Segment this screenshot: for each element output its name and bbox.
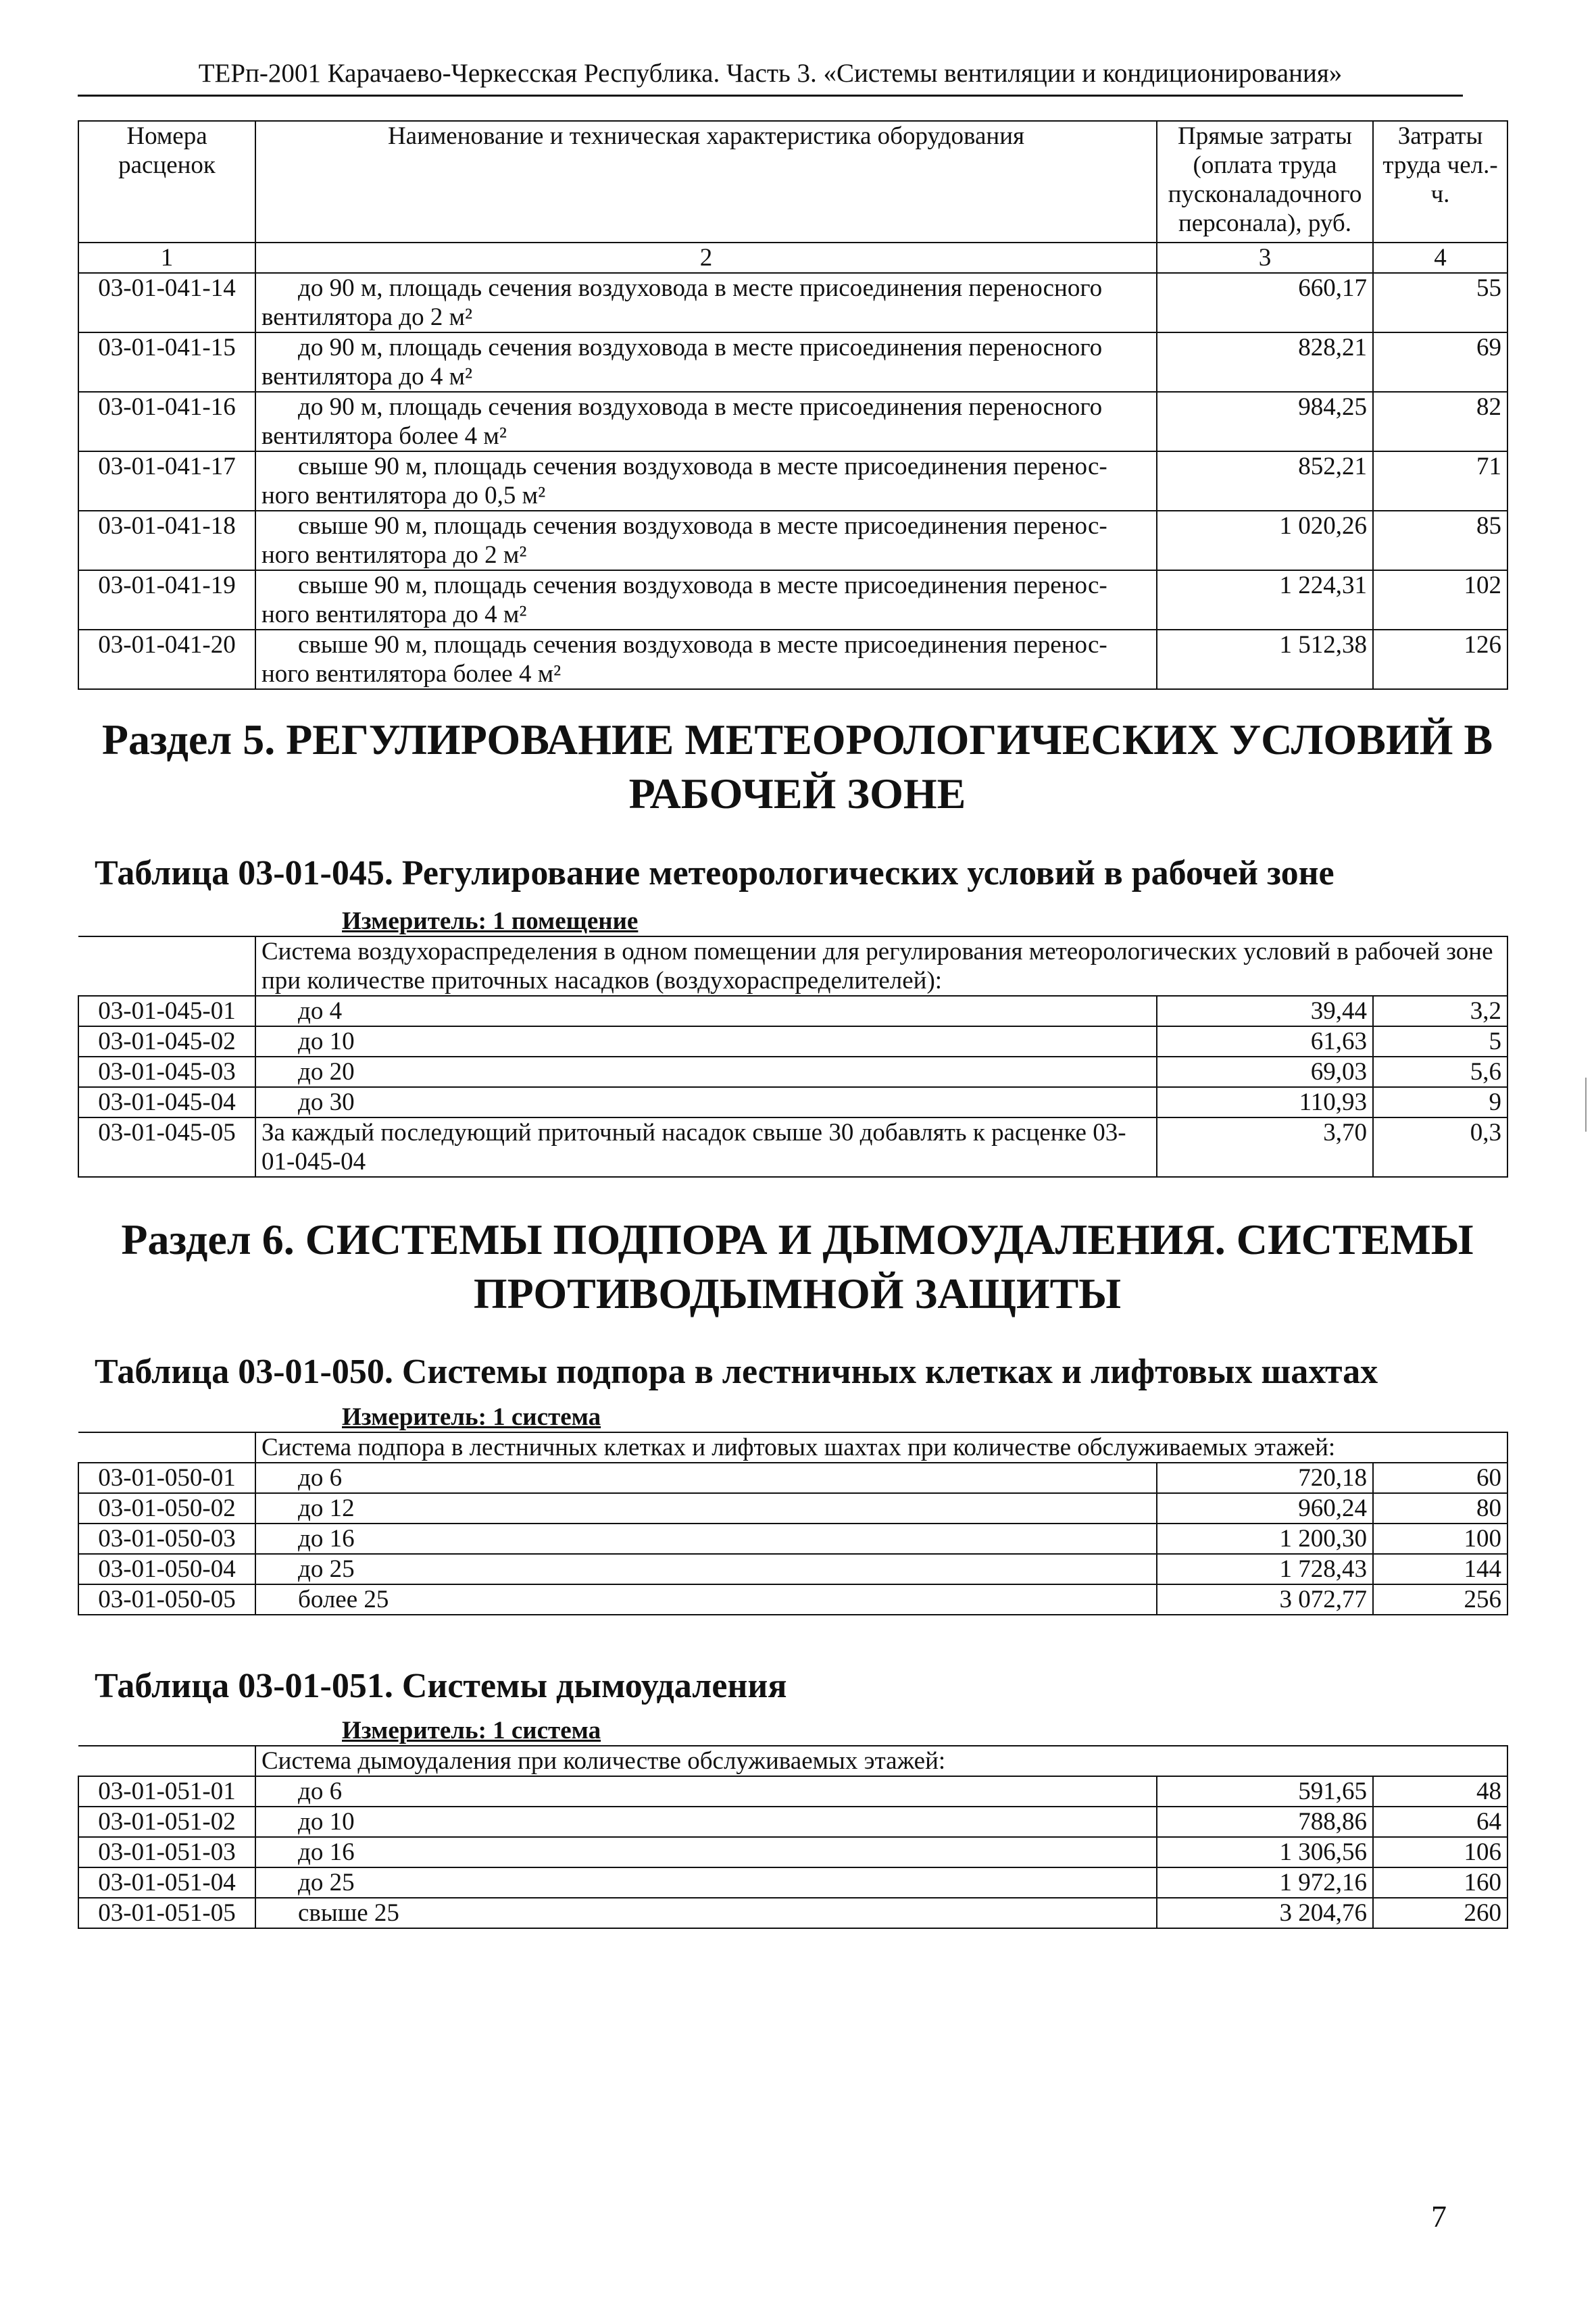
col-number: 1 (78, 243, 255, 273)
rate-code: 03-01-041-14 (78, 273, 255, 332)
table-050 (78, 1403, 1508, 1615)
table-row (78, 630, 1507, 689)
item-description-line: ного вентилятора более 4 м² (261, 660, 562, 688)
table-row (78, 1807, 1507, 1837)
table-050-title: Таблица 03-01-050. Системы подпора в лестничных клетках и лифтовых шахтах (95, 1353, 1378, 1391)
direct-cost: 1 728,43 (1157, 1554, 1373, 1584)
measure-unit: Измеритель: 1 система (342, 1403, 601, 1431)
item-description-line: свыше 90 м, площадь сечения воздуховода в месте присоединения перенос- (298, 572, 1107, 599)
labor-cost: 80 (1373, 1493, 1507, 1524)
col-header-code: Номера расценок (78, 121, 255, 243)
rate-code: 03-01-051-05 (78, 1898, 255, 1928)
item-description-line: до 90 м, площадь сечения воздуховода в месте присоединения переносного (298, 334, 1103, 361)
rate-code: 03-01-045-01 (78, 996, 255, 1026)
item-description: до 30 (255, 1087, 1157, 1117)
direct-cost: 660,17 (1157, 273, 1373, 332)
direct-cost: 788,86 (1157, 1807, 1373, 1837)
direct-cost: 1 512,38 (1157, 630, 1373, 689)
direct-cost: 1 200,30 (1157, 1524, 1373, 1554)
rate-code: 03-01-041-19 (78, 570, 255, 630)
item-description: За каждый последующий приточный насадок свыше 30 добавлять к расценке 03-01-045-04 (255, 1117, 1157, 1177)
labor-cost: 64 (1373, 1807, 1507, 1837)
rate-code: 03-01-051-04 (78, 1867, 255, 1898)
col-number: 3 (1157, 243, 1373, 273)
col-number: 2 (255, 243, 1157, 273)
item-description-line: вентилятора до 2 м² (261, 303, 473, 331)
item-description: до 10 (255, 1807, 1157, 1837)
item-description (255, 273, 1157, 332)
table-row (78, 1057, 1507, 1087)
item-description-line: свыше 90 м, площадь сечения воздуховода в месте присоединения перенос- (298, 512, 1107, 540)
labor-cost: 106 (1373, 1837, 1507, 1867)
table-row (78, 273, 1507, 332)
item-description (255, 630, 1157, 689)
labor-cost: 48 (1373, 1776, 1507, 1807)
table-051-title: Таблица 03-01-051. Системы дымоудаления (95, 1667, 787, 1705)
labor-cost: 0,3 (1373, 1117, 1507, 1177)
direct-cost: 1 020,26 (1157, 511, 1373, 570)
table-row (78, 511, 1507, 570)
col-header-cost: Прямые затраты (оплата труда пусконаладочного персонала), руб. (1157, 121, 1373, 243)
labor-cost: 82 (1373, 392, 1507, 451)
item-description-line: ного вентилятора до 4 м² (261, 601, 527, 628)
rate-code: 03-01-051-01 (78, 1776, 255, 1807)
labor-cost: 5 (1373, 1026, 1507, 1057)
table-row (78, 1493, 1507, 1524)
item-description-line: свыше 90 м, площадь сечения воздуховода в месте присоединения перенос- (298, 453, 1107, 480)
table-row (78, 1776, 1507, 1807)
rate-code: 03-01-050-02 (78, 1493, 255, 1524)
table-050-description: Система подпора в лестничных клетках и лифтовых шахтах при количестве обслуживаемых этажей: (255, 1432, 1507, 1463)
item-description (255, 392, 1157, 451)
table-row (78, 392, 1507, 451)
item-description-line: ного вентилятора до 0,5 м² (261, 482, 546, 509)
labor-cost: 256 (1373, 1584, 1507, 1615)
scan-mark (1585, 1078, 1587, 1132)
header-rule (78, 95, 1463, 97)
table-row (78, 1898, 1507, 1928)
table-045-description: Система воздухораспределения в одном помещении для регулирования метеорологических условий в рабочей зоне при количестве приточных насадков (воздухораспределителей): (255, 936, 1507, 996)
table-row (78, 332, 1507, 392)
item-description: до 6 (255, 1463, 1157, 1493)
section-6-title: Раздел 6. СИСТЕМЫ ПОДПОРА И ДЫМОУДАЛЕНИЯ. СИСТЕМЫ ПРОТИВОДЫМНОЙ ЗАЩИТЫ (121, 1215, 1474, 1317)
table-row (78, 570, 1507, 630)
labor-cost: 9 (1373, 1087, 1507, 1117)
page-header: ТЕРп-2001 Карачаево-Черкесская Республика. Часть 3. «Системы вентиляции и кондиционирования» (198, 59, 1343, 88)
table-045-title: Таблица 03-01-045. Регулирование метеорологических условий в рабочей зоне (95, 854, 1335, 892)
item-description-line: до 90 м, площадь сечения воздуховода в месте присоединения переносного (298, 393, 1103, 421)
labor-cost: 3,2 (1373, 996, 1507, 1026)
col-header-labor: Затраты труда чел.-ч. (1373, 121, 1507, 243)
rate-code: 03-01-045-03 (78, 1057, 255, 1087)
table-row (78, 1026, 1507, 1057)
rate-code: 03-01-050-01 (78, 1463, 255, 1493)
item-description: до 25 (255, 1554, 1157, 1584)
labor-cost: 60 (1373, 1463, 1507, 1493)
labor-cost: 102 (1373, 570, 1507, 630)
direct-cost: 39,44 (1157, 996, 1373, 1026)
rate-code: 03-01-041-17 (78, 451, 255, 511)
direct-cost: 720,18 (1157, 1463, 1373, 1493)
table-051-description: Система дымоудаления при количестве обслуживаемых этажей: (255, 1746, 1507, 1776)
direct-cost: 110,93 (1157, 1087, 1373, 1117)
table-row (78, 1117, 1507, 1177)
direct-cost: 61,63 (1157, 1026, 1373, 1057)
labor-cost: 5,6 (1373, 1057, 1507, 1087)
item-description: до 6 (255, 1776, 1157, 1807)
table-051 (78, 1716, 1508, 1929)
item-description-line: до 90 м, площадь сечения воздуховода в месте присоединения переносного (298, 274, 1103, 302)
table-row (78, 1524, 1507, 1554)
item-description-line: свыше 90 м, площадь сечения воздуховода в месте присоединения перенос- (298, 631, 1107, 659)
table-row (78, 1554, 1507, 1584)
table-050-body (78, 1463, 1507, 1615)
labor-cost: 55 (1373, 273, 1507, 332)
direct-cost: 828,21 (1157, 332, 1373, 392)
labor-cost: 260 (1373, 1898, 1507, 1928)
labor-cost: 126 (1373, 630, 1507, 689)
item-description-line: ного вентилятора до 2 м² (261, 541, 527, 569)
item-description-line: вентилятора более 4 м² (261, 422, 507, 450)
measure-unit: Измеритель: 1 помещение (342, 907, 639, 935)
table-row (78, 1584, 1507, 1615)
direct-cost: 3 204,76 (1157, 1898, 1373, 1928)
table-045-body (78, 996, 1507, 1177)
rate-code: 03-01-041-20 (78, 630, 255, 689)
item-description: до 4 (255, 996, 1157, 1026)
item-description: до 16 (255, 1837, 1157, 1867)
rate-code: 03-01-050-05 (78, 1584, 255, 1615)
page-number: 7 (1431, 2199, 1447, 2234)
item-description: до 12 (255, 1493, 1157, 1524)
direct-cost: 1 306,56 (1157, 1837, 1373, 1867)
table-row (78, 1463, 1507, 1493)
table-row (78, 996, 1507, 1026)
rate-code: 03-01-041-15 (78, 332, 255, 392)
labor-cost: 69 (1373, 332, 1507, 392)
rate-code: 03-01-051-03 (78, 1837, 255, 1867)
section-5-title: Раздел 5. РЕГУЛИРОВАНИЕ МЕТЕОРОЛОГИЧЕСКИХ УСЛОВИЙ В РАБОЧЕЙ ЗОНЕ (101, 715, 1493, 818)
item-description-line: вентилятора до 4 м² (261, 363, 473, 391)
labor-cost: 100 (1373, 1524, 1507, 1554)
direct-cost: 960,24 (1157, 1493, 1373, 1524)
rate-code: 03-01-050-03 (78, 1524, 255, 1554)
item-description (255, 451, 1157, 511)
direct-cost: 69,03 (1157, 1057, 1373, 1087)
direct-cost: 1 972,16 (1157, 1867, 1373, 1898)
item-description (255, 332, 1157, 392)
rate-code: 03-01-045-04 (78, 1087, 255, 1117)
rate-code: 03-01-051-02 (78, 1807, 255, 1837)
item-description: до 16 (255, 1524, 1157, 1554)
rate-code: 03-01-041-18 (78, 511, 255, 570)
item-description: до 10 (255, 1026, 1157, 1057)
rate-code: 03-01-045-02 (78, 1026, 255, 1057)
table-row (78, 1867, 1507, 1898)
item-description: более 25 (255, 1584, 1157, 1615)
table-045 (78, 907, 1508, 1178)
table-row (78, 1837, 1507, 1867)
rate-code: 03-01-041-16 (78, 392, 255, 451)
direct-cost: 3,70 (1157, 1117, 1373, 1177)
labor-cost: 85 (1373, 511, 1507, 570)
item-description: до 25 (255, 1867, 1157, 1898)
col-number: 4 (1373, 243, 1507, 273)
col-header-name: Наименование и техническая характеристика оборудования (255, 121, 1157, 243)
table-row (78, 1087, 1507, 1117)
direct-cost: 591,65 (1157, 1776, 1373, 1807)
measure-unit: Измеритель: 1 система (342, 1717, 601, 1744)
rate-code: 03-01-050-04 (78, 1554, 255, 1584)
item-description: свыше 25 (255, 1898, 1157, 1928)
item-description (255, 511, 1157, 570)
direct-cost: 852,21 (1157, 451, 1373, 511)
table-051-body (78, 1776, 1507, 1928)
table-041 (78, 120, 1508, 690)
rate-code: 03-01-045-05 (78, 1117, 255, 1177)
labor-cost: 71 (1373, 451, 1507, 511)
table-041-body (78, 273, 1507, 689)
item-description: до 20 (255, 1057, 1157, 1087)
labor-cost: 160 (1373, 1867, 1507, 1898)
direct-cost: 984,25 (1157, 392, 1373, 451)
direct-cost: 1 224,31 (1157, 570, 1373, 630)
direct-cost: 3 072,77 (1157, 1584, 1373, 1615)
item-description (255, 570, 1157, 630)
labor-cost: 144 (1373, 1554, 1507, 1584)
table-row (78, 451, 1507, 511)
